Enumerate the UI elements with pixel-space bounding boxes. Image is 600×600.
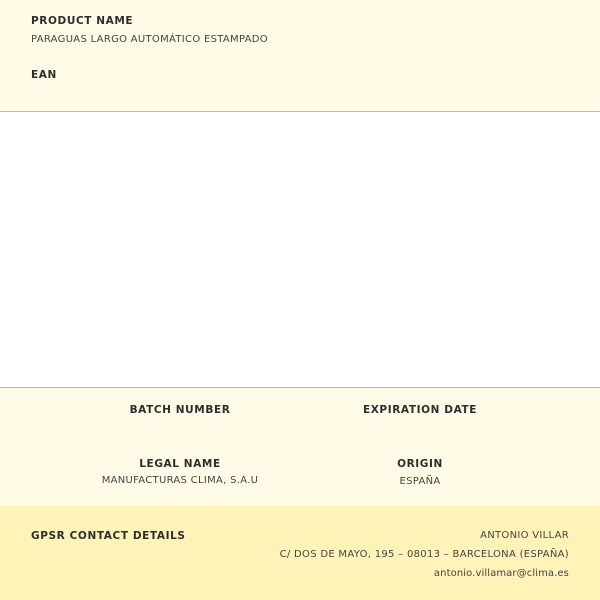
gpsr-contact-label: GPSR CONTACT DETAILS bbox=[31, 530, 186, 542]
batch-number-cell bbox=[80, 404, 280, 416]
product-name-label: PRODUCT NAME bbox=[31, 15, 134, 27]
contact-email: antonio.villamar@clima.es bbox=[433, 568, 569, 579]
origin-cell bbox=[320, 458, 520, 487]
contact-address: C/ DOS DE MAYO, 195 – 08013 – BARCELONA (ESPAÑA) bbox=[279, 549, 569, 560]
contact-name: ANTONIO VILLAR bbox=[480, 530, 569, 541]
legal-name-cell bbox=[80, 458, 280, 486]
expiration-date-label: EXPIRATION DATE bbox=[362, 404, 478, 416]
gpsr-contact-block bbox=[280, 530, 569, 587]
gpsr-contact-section bbox=[0, 506, 600, 600]
blank-area bbox=[0, 112, 600, 387]
origin-value: ESPAÑA bbox=[399, 476, 441, 487]
legal-name-value: MANUFACTURAS CLIMA, S.A.U bbox=[101, 475, 259, 486]
product-name-value: PARAGUAS LARGO AUTOMÁTICO ESTAMPADO bbox=[31, 34, 268, 45]
legal-name-label: LEGAL NAME bbox=[139, 458, 221, 470]
product-details-section bbox=[0, 387, 600, 507]
product-info-section bbox=[0, 0, 600, 112]
origin-label: ORIGIN bbox=[397, 458, 443, 470]
batch-number-label: BATCH NUMBER bbox=[129, 404, 231, 416]
ean-label: EAN bbox=[31, 69, 57, 81]
expiration-date-cell bbox=[320, 404, 520, 416]
